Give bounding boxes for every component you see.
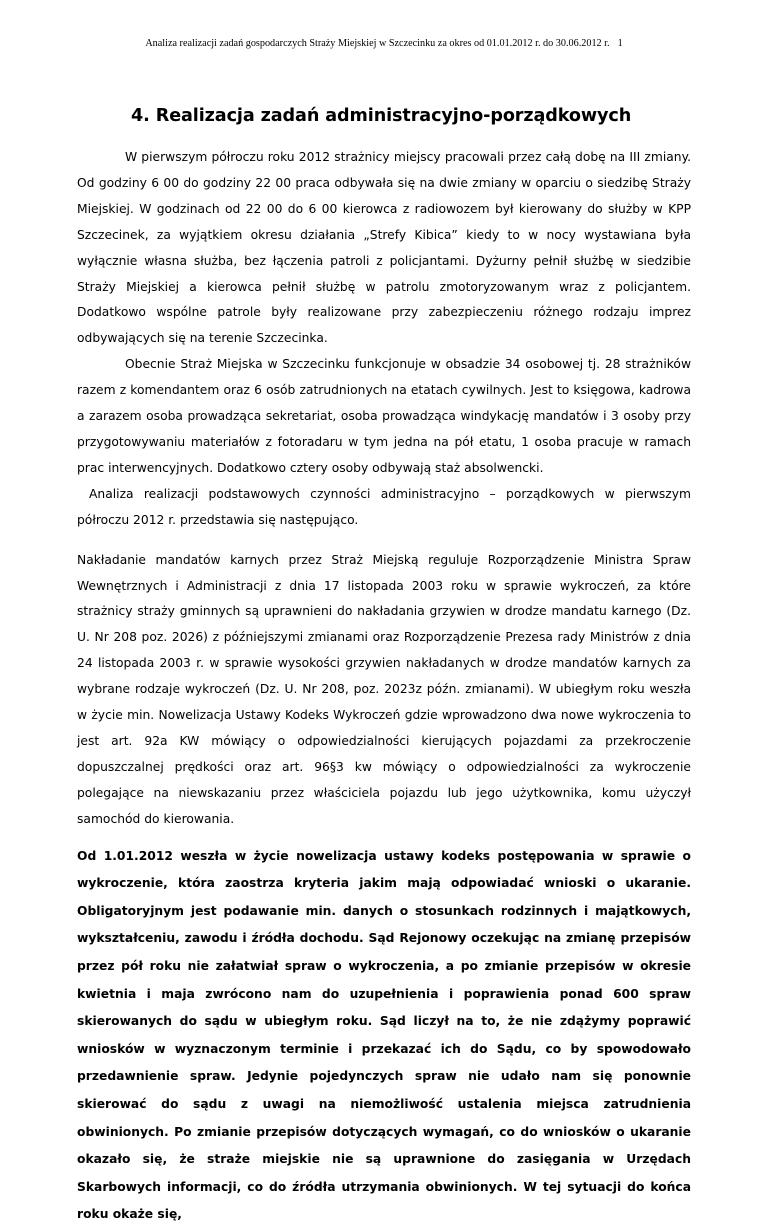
paragraph-procedure-amendment: Od 1.01.2012 weszła w życie nowelizacja ustawy kodeks postępowania w sprawie o wykroczenie, która zaostrza kryteria jakim mają odpowiadać wnioski o ukaranie. Obligatoryjnym jest podawanie min. danych o stosunkach rodzinnych i majątkowych, wykształceniu, zawodu i źródła dochodu. Sąd Rejonowy oczekując na zmianę przepisów przez pół roku nie załatwiał spraw o wykroczenia, a po zmianie przepisów w okresie kwietnia i maja zwrócono nam do uzupełnienia i poprawienia ponad 600 spraw skierowanych do sądu w ubiegłym roku. Sąd liczył na to, że nie zdążymy poprawić wniosków w wyznaczonym terminie i przekazać ich do Sądu, co by spowodowało przedawnienie spraw. Jedynie pojedynczych spraw nie udało nam się ponownie skierować do sądu z uwagi na niemożliwość ustalenia miejsca zatrudnienia obwinionych. Po zmianie przepisów dotyczących wymagań, co do wniosków o ukaranie okazało się, że straże miejskie nie są uprawnione do zasięgania w Urzędach Skarbowych informacji, co do źródła utrzymania obwinionych. W tej sytuacji do końca roku okaże się, [77,848,691,1222]
running-title: Analiza realizacji zadań gospodarczych Straży Miejskiej w Szczecinku za okres od 01.01.2012 r. do 30.06.2012 r. [145,38,610,49]
paragraph-fines-regulation: Nakładanie mandatów karnych przez Straż Miejską reguluje Rozporządzenie Ministra Spraw Wewnętrznych i Administracji z dnia 17 listopada 2003 roku w sprawie wykroczeń, za które strażnicy straży gminnych są uprawnieni do nakładania grzywien w drodze mandatu karnego (Dz. U. Nr 208 poz. 2026) z późniejszymi zmianami oraz Rozporządzenie Prezesa rady Ministrów z dnia 24 listopada 2003 r. w sprawie wysokości grzywien nakładanych w drodze mandatów karnych za wybrane rodzaje wykroczeń (Dz. U. Nr 208, poz. 2023z późn. zmianami). W ubiegłym roku weszła w życie min. Nowelizacja Ustawy Kodeks Wykroczeń gdzie wprowadzono dwa nowe wykroczenia to jest art. 92a KW mówiący o odpowiedzialności kierujących pojazdami za przekroczenie dopuszczalnej prędkości oraz art. 96§3 kw mówiący o odpowiedzialności za wykroczenie polegające na niewskazaniu przez właściciela pojazdu lub jego użytkownika, komu użyczył samochód do kierowania. [77,552,691,826]
paragraph-work-shifts: W pierwszym półroczu roku 2012 strażnicy miejscy pracowali przez całą dobę na III zmiany. Od godziny 6 00 do godziny 22 00 praca odbywała się na dwie zmiany w oparciu o siedzibę Straży Miejskiej. W godzinach od 22 00 do 6 00 kierowca z radiowozem był kierowany do służby w KPP Szczecinek, za wyjątkiem okresu działania „Strefy Kibica” kiedy to w nocy wystawiana była wyłącznie własna służba, bez łączenia patroli z policjantami. Dyżurny pełnił służbę w siedzibie Straży Miejskiej a kierowca pełnił służbę w patrolu zmotoryzowanym wraz z policjantem. Dodatkowo wspólne patrole były realizowane przy zabezpieczeniu różnego rodzaju imprez odbywających się na terenie Szczecinka. [77,150,691,346]
page-number: 1 [617,38,623,49]
section-title: 4. Realizacja zadań administracyjno-porządkowych [131,106,632,126]
document-body [77,145,691,1229]
paragraph-analysis-intro: Analiza realizacji podstawowych czynności administracyjno – porządkowych w pierwszym półroczu 2012 r. przedstawia się następująco. [77,486,691,527]
running-header [0,38,768,49]
paragraph-staffing: Obecnie Straż Miejska w Szczecinku funkcjonuje w obsadzie 34 osobowej tj. 28 strażników razem z komendantem oraz 6 osób zatrudnionych na etatach cywilnych. Jest to księgowa, kadrowa a zarazem osoba prowadząca sekretariat, osoba prowadząca windykację mandatów i 3 osoby przy przygotowywaniu materiałów z fotoradaru w tym jedna na pół etatu, 1 osoba pracuje w ramach prac interwencyjnych. Dodatkowo cztery osoby odbywają staż absolwencki. [77,357,691,475]
